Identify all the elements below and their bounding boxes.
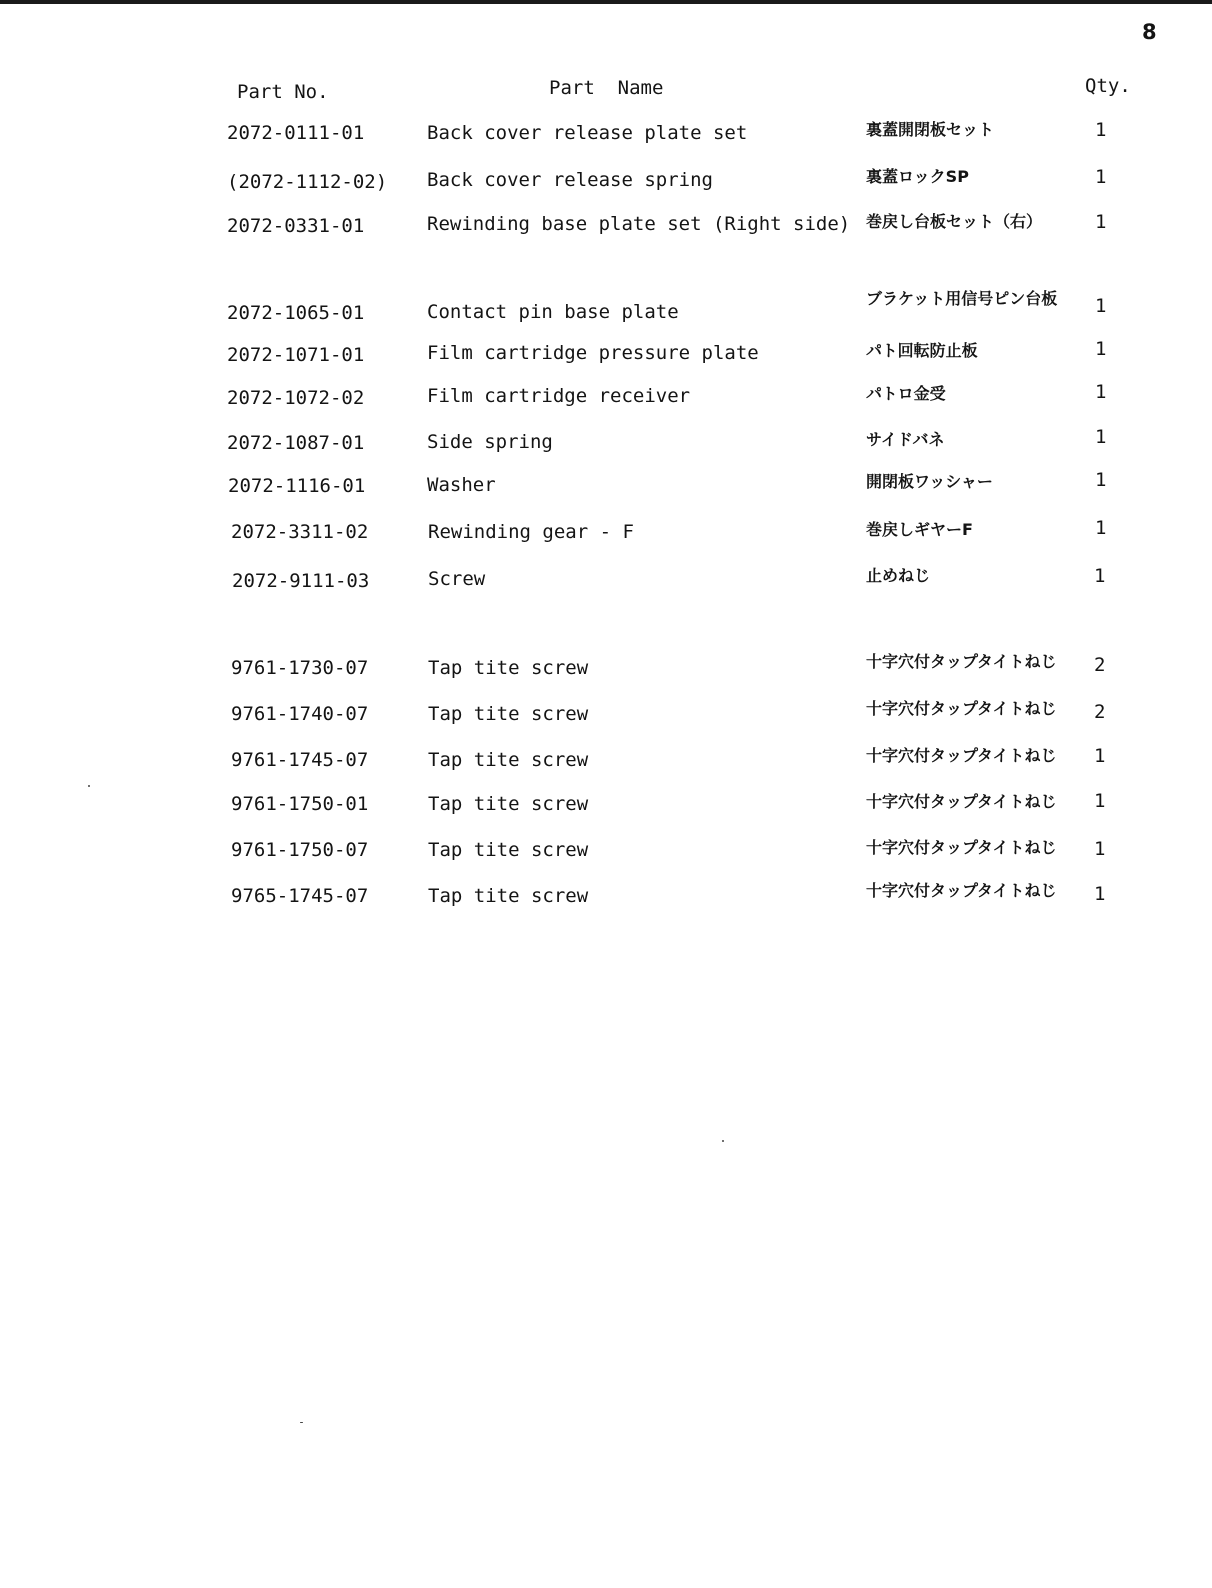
japanese-name: 十字穴付タップタイトねじ bbox=[866, 746, 1057, 765]
part-number: 9765-1745-07 bbox=[231, 885, 369, 907]
quantity: 1 bbox=[1094, 790, 1106, 812]
part-number: 9761-1740-07 bbox=[231, 703, 369, 725]
japanese-name: 止めねじ bbox=[866, 566, 931, 585]
part-name: Film cartridge receiver bbox=[427, 385, 691, 407]
quantity: 1 bbox=[1095, 338, 1107, 360]
part-number: 2072-1071-01 bbox=[227, 344, 365, 366]
quantity: 2 bbox=[1094, 701, 1106, 723]
part-number: 2072-9111-03 bbox=[232, 570, 370, 592]
japanese-name: 十字穴付タップタイトねじ bbox=[866, 881, 1057, 900]
japanese-name: 裏蓋開閉板セット bbox=[866, 120, 995, 139]
part-name: Tap tite screw bbox=[428, 749, 589, 771]
part-number: 9761-1750-07 bbox=[231, 839, 369, 861]
japanese-name: 十字穴付タップタイトねじ bbox=[866, 699, 1057, 718]
part-number: 2072-3311-02 bbox=[231, 521, 369, 543]
part-number: 9761-1745-07 bbox=[231, 749, 369, 771]
part-name: Washer bbox=[427, 474, 496, 496]
quantity: 1 bbox=[1095, 211, 1107, 233]
quantity: 1 bbox=[1094, 565, 1106, 587]
japanese-name: 巻戻し台板セット（右） bbox=[866, 212, 1043, 231]
japanese-name: 巻戻しギヤーF bbox=[866, 520, 973, 539]
top-rule bbox=[0, 0, 1212, 4]
part-number: 2072-1072-02 bbox=[227, 387, 365, 409]
part-name: Tap tite screw bbox=[428, 703, 589, 725]
quantity: 1 bbox=[1094, 883, 1106, 905]
part-name: Back cover release spring bbox=[427, 169, 713, 191]
quantity: 1 bbox=[1094, 745, 1106, 767]
japanese-name: 十字穴付タップタイトねじ bbox=[866, 838, 1057, 857]
scan-speck bbox=[88, 785, 90, 787]
part-number: 2072-1116-01 bbox=[228, 475, 366, 497]
part-number: 9761-1750-01 bbox=[231, 793, 369, 815]
quantity: 2 bbox=[1094, 654, 1106, 676]
part-name: Tap tite screw bbox=[428, 839, 589, 861]
quantity: 1 bbox=[1095, 517, 1107, 539]
header-part-name: Part Name bbox=[549, 77, 664, 99]
part-name: Tap tite screw bbox=[428, 793, 589, 815]
page-number: 8 bbox=[1142, 20, 1157, 44]
japanese-name: パト回転防止板 bbox=[866, 341, 978, 360]
part-number: 2072-1065-01 bbox=[227, 302, 365, 324]
part-name: Side spring bbox=[427, 431, 553, 453]
part-name: Film cartridge pressure plate bbox=[427, 342, 759, 364]
quantity: 1 bbox=[1095, 166, 1107, 188]
part-name: Tap tite screw bbox=[428, 885, 589, 907]
scan-speck bbox=[722, 1140, 724, 1142]
japanese-name: 開閉板ワッシャー bbox=[866, 472, 993, 491]
part-number: 2072-0331-01 bbox=[227, 215, 365, 237]
part-number: 2072-1087-01 bbox=[227, 432, 365, 454]
part-name: Rewinding base plate set (Right side) bbox=[427, 213, 851, 235]
header-qty: Qty. bbox=[1085, 75, 1131, 97]
quantity: 1 bbox=[1094, 838, 1106, 860]
quantity: 1 bbox=[1095, 426, 1107, 448]
scan-speck bbox=[300, 1422, 303, 1423]
part-name: Back cover release plate set bbox=[427, 122, 748, 144]
part-name: Screw bbox=[428, 568, 486, 590]
quantity: 1 bbox=[1095, 295, 1107, 317]
part-number: 9761-1730-07 bbox=[231, 657, 369, 679]
part-number: 2072-0111-01 bbox=[227, 122, 365, 144]
quantity: 1 bbox=[1095, 469, 1107, 491]
quantity: 1 bbox=[1095, 119, 1107, 141]
japanese-name: パトロ金受 bbox=[866, 384, 946, 403]
japanese-name: 十字穴付タップタイトねじ bbox=[866, 652, 1057, 671]
quantity: 1 bbox=[1095, 381, 1107, 403]
header-part-no: Part No. bbox=[237, 81, 329, 103]
japanese-name: サイドバネ bbox=[866, 430, 945, 449]
japanese-name: 十字穴付タップタイトねじ bbox=[866, 792, 1057, 811]
japanese-name: ブラケット用信号ピン台板 bbox=[866, 289, 1058, 308]
part-name: Contact pin base plate bbox=[427, 301, 679, 323]
part-name: Tap tite screw bbox=[428, 657, 589, 679]
part-number: (2072-1112-02) bbox=[227, 171, 388, 193]
part-name: Rewinding gear - F bbox=[428, 521, 634, 543]
japanese-name: 裏蓋ロックSP bbox=[866, 167, 969, 186]
